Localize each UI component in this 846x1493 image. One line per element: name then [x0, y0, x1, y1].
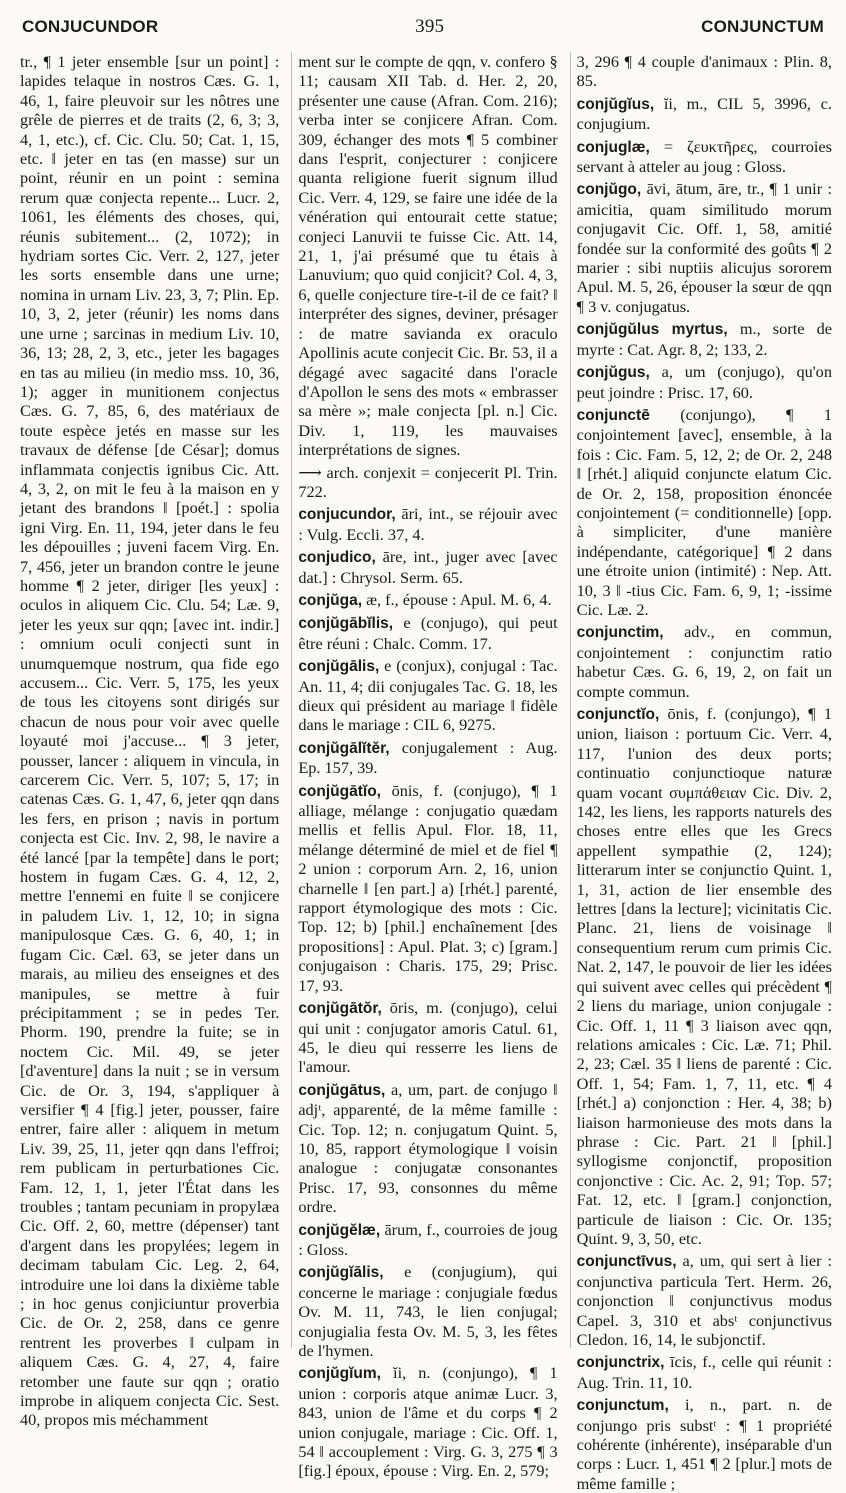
entry-headword: conjuglæ,	[576, 138, 650, 156]
text-columns	[20, 52, 832, 1493]
entry-continuation	[577, 52, 832, 91]
entry-text: tr., ¶ 1 jeter ensemble [sur un point] : lapides telaque in nostros Cæs. G. 1, 46, 1, faire pleuvoir sur les nôtres une grêle de pierres et de traits (2, 6, 3; 3, 4, 1, etc.), cf. Cic. Clu. 50; Cat. 1, 15, etc. ‖ jeter en tas (en masse) sur un point, réunir en un point : semina rerum quæ conjecta repente... Lucr. 2, 1061, les éléments des choses, qui, réunis subitement... (2, 1072); in hydriam sortes Cic. Verr. 2, 127, jeter les sorts ensemble dans une urne; nomina in urnam Liv. 23, 3, 7; Plin. Ep. 10, 3, 2, jeter (réunir) les noms dans une urne ; sarcinas in medium Liv. 10, 36, 13; 28, 2, 3, etc., jeter les bagages en tas au milieu (in medio mss. 10, 36, 1); agger in munitionem conjectus Cæs. G. 7, 85, 6, des matériaux de toute espèce jetés en masse sur les travaux de défense [de César]; domus inflammata conjectis ignibus Cic. Att. 4, 3, 2, on mit le feu à la maison en y jetant des brandons ‖ [poét.] : spolia igni Virg. En. 11, 194, jeter dans le feu les dépouilles ; juveni facem Virg. En. 7, 456, jeter un brandon contre le jeune homme ¶ 2 jeter, diriger [les yeux] : oculos in aliquem Cic. Clu. 54; Læ. 9, jeter les yeux sur qqn; [avec int. indir.] : omnium oculi conjecti sunt in unumquemque nostrum, qua fide ego accusem... Cic. Verr. 5, 175, les yeux de tous les citoyens sont dirigés sur chacun de nous pour voir avec quelle loyauté moi j'accuse... ¶ 3 jeter, pousser, lancer : aliquem in vincula, in carcerem Cic. Verr. 5, 107; 5, 17; in catenas Cæs. G. 1, 47, 6, jeter qqn dans les fers, en prison ; navis in portum conjecta est Cic. Inv. 2, 98, le navire a été lancé [par la tempête] dans le port; hostem in fugam Cæs. G. 4, 12, 2, mettre l'ennemi en fuite ‖ se conjicere in paludem Liv. 1, 12, 10; in signa manipulosque Cæs. G. 6, 40, 1; in fugam Cic. Cæl. 63, se jeter dans un marais, au milieu des enseignes et des manipules, se mettre à fuir précipitamment ; se in pedes Ter. Phorm. 190, prendre la fuite; se in noctem Cic. Mil. 49, se jeter [d'aventure] dans la nuit ; se in versum Cic. de Or. 3, 194, s'appliquer à versifier ¶ 4 [fig.] jeter, pousser, faire entrer, faire aller : aliquem in metum Liv. 39, 25, 11, jeter qqn dans l'effroi; rem publicam in perturbationes Cic. Fam. 12, 1, 1, jeter l'État dans les troubles ; tantam pecuniam in propylæa Cic. Off. 2, 60, mettre (dépenser) tant d'argent dans les propylées; legem in decimam tabulam Cic. Leg. 2, 64, introduire une loi dans la dixième table ; in hoc genus conjiciuntur proverbia Cic. de Or. 2, 258, dans ce genre rentrent les proverbes ‖ culpam in aliquem Cæs. G. 4, 27, 4, faire retomber une faute sur qqn ; oratio improbe in aliquem conjecta Cic. Sest. 40, propos mis méchamment	[20, 52, 280, 1430]
page-number: 395	[415, 16, 445, 38]
entry-text: æ, f., épouse : Apul. M. 6, 4.	[366, 589, 552, 609]
entry-headword: conjŭgātĭo,	[298, 782, 381, 800]
entry-headword: conjudico,	[298, 549, 376, 567]
entry-headword: conjunctĭo,	[576, 706, 660, 723]
dictionary-entry	[298, 781, 557, 995]
entry-headword: conjunctē	[576, 406, 650, 424]
entry-headword: conjŭgālis,	[298, 658, 380, 676]
entry-text: āvi, ātum, āre, tr., ¶ 1 unir : amicitia, quam similitudo morum conjugavit Cic. Off. 1, 58, amitié fondée sur la conformité des goûts ¶ 2 marier : sibi nuptiis alicujus sororem Apul. M. 5, 26, épouser la sœur de qqn ¶ 3 v. conjugatus.	[576, 179, 832, 316]
dictionary-entry	[577, 362, 832, 402]
dictionary-entry	[298, 590, 557, 610]
entry-headword: conjŭgātus,	[298, 1081, 386, 1099]
entry-text: ĭi, n. (conjungo), ¶ 1 union : corporis atque animæ Lucr. 3, 843, union de l'âme et du corps ¶ 2 union conjugale, mariage : Cic. Off. 1, 54 ‖ accouplement : Virg. G. 3, 275 ¶ 3 [fig.] époux, épouse : Virg. En. 2, 579;	[298, 1363, 558, 1481]
dictionary-entry	[298, 504, 557, 544]
dictionary-entry	[298, 738, 557, 778]
entry-headword: conjŭgĭus,	[576, 95, 655, 113]
dictionary-entry	[298, 656, 557, 735]
entry-headword: conjunctum,	[576, 1397, 669, 1415]
entry-text: īcis, f., celle qui réunit : Aug. Trin. 11, 10.	[576, 1352, 832, 1392]
entry-text: m., sorte de myrte : Cat. Agr. 8, 2; 133, 2.	[576, 319, 832, 359]
entry-text: a, um (conjugo), qu'on peut joindre : Prisc. 17, 60.	[576, 362, 832, 402]
entry-text: āre, int., juger avec [avec dat.] : Chrysol. Serm. 65.	[298, 547, 558, 587]
entry-text: = ζευκτῆρες, courroies servant à atteler au joug : Gloss.	[576, 136, 832, 177]
column-2	[291, 52, 558, 1481]
dictionary-entry	[298, 998, 557, 1077]
column-3	[570, 52, 832, 1493]
dictionary-entry	[298, 547, 557, 587]
dictionary-entry	[577, 1395, 832, 1493]
entry-headword: conjŭgĕlæ,	[298, 1221, 381, 1239]
entry-headword: conjŭgŭlus myrtus,	[576, 321, 728, 339]
entry-headword: conjunctim,	[576, 624, 664, 642]
entry-headword: conjŭgo,	[576, 181, 642, 199]
entry-text: ōnis, f. (conjugo), ¶ 1 alliage, mélange : conjugatio quædam mellis et fellis Apul. Flor. 18, 11, mélange déterminé de miel et de fiel ¶ 2 union : corporum Arn. 2, 16, union charnelle ‖ [en part.] a) [rhét.] parenté, rapport étymologique des mots : Cic. Top. 12; b) [phil.] enchaînement [des propositions] : Apul. Plat. 3; c) [gram.] conjugaison : Charis. 175, 29; Prisc. 17, 93.	[298, 780, 558, 995]
entry-headword: conjŭgus,	[576, 364, 650, 382]
dictionary-entry	[577, 405, 832, 619]
column-1	[20, 52, 280, 1430]
entry-text: ⟶ arch. conjexit = conjecerit Pl. Trin. 722.	[298, 462, 558, 501]
entry-headword: conjŭga,	[298, 591, 363, 609]
header-left-guideword: CONJUCUNDOR	[22, 17, 159, 37]
entry-text: (conjungo), ¶ 1 conjointement [avec], ensemble, à la fois : Cic. Fam. 5, 12, 2; de Or. 2, 248 ‖ [rhét.] aliquid conjuncte elatum Cic. de Or. 2, 158, proposition énoncée conjointement (= conditionnelle) [opp. à simpliciter, d'une manière indépendante, catégorique] ¶ 2 dans une étroite union (intimité) : Nep. Att. 10, 3 ‖ -tius Cic. Fam. 6, 9, 1; -issime Cic. Læ. 2.	[576, 404, 832, 619]
dictionary-entry	[298, 613, 557, 653]
entry-text: e (conjugo), qui peut être réuni : Chalc. Comm. 17.	[298, 613, 558, 653]
entry-text: conjugalement : Aug. Ep. 157, 39.	[298, 737, 558, 778]
entry-text: ārum, f., courroies de joug : Gloss.	[298, 1219, 558, 1259]
dictionary-entry	[577, 179, 832, 316]
entry-text: 3, 296 ¶ 4 couple d'animaux : Plin. 8, 85.	[576, 52, 832, 91]
entry-headword: conjucundor,	[298, 506, 396, 524]
entry-text: a, um, qui sert à lier : conjunctiva particula Tert. Herm. 26, conjonction ‖ conjunctivus modus Capel. 3, 310 et absᵗ conjunctivus Cledon. 16, 14, le subjonctif.	[576, 1251, 832, 1349]
dictionary-entry	[577, 319, 832, 359]
dictionary-entry	[298, 1363, 557, 1480]
entry-headword: conjŭgālĭtĕr,	[298, 739, 390, 757]
entry-text: i, n., part. n. de conjungo pris substᵗ : ¶ 1 propriété cohérente (inhérente), inséparable d'un corps : Lucr. 1, 451 ¶ 2 [plur.] mots de même famille ;	[576, 1395, 832, 1493]
entry-headword: conjŭgābĭlis,	[298, 615, 394, 633]
entry-text: ōnis, f. (conjungo), ¶ 1 union, liaison : portuum Cic. Verr. 4, 117, l'union des deux ports; continuatio conjunctioque naturæ quam vocant συμπάθειαν Cic. Div. 2, 142, les liens, les rapports naturels des choses entre elles que les Grecs appellent sympathie (2, 124); litterarum inter se conjunctio Quint. 1, 1, 31, action de lier ensemble des lettres [dans la lecture]; vicinitatis Cic. Planc. 21, liens de voisinage ‖ consequentium rerum cum primis Cic. Nat. 2, 147, le pouvoir de lier les idées qui suivent avec celles qui précèdent ¶ 2 liens du mariage, union conjugale : Cic. Off. 1, 11 ¶ 3 liaison avec qqn, relations amicales : Cic. Læ. 71; Phil. 2, 23; Cæl. 35 ‖ liens de parenté : Cic. Off. 1, 54; Fam. 1, 7, 11, etc. ¶ 4 [rhét.] a) conjonction : Her. 4, 38; b) liaison harmonieuse des mots dans la phrase : Cic. Part. 21 ‖ [phil.] syllogisme conjonctif, proposition conjonctive : Cic. Ac. 2, 91; Top. 57; Fat. 12, etc. ‖ [gram.] conjonction, particule de liaison : Cic. Or. 135; Quint. 9, 3, 50, etc.	[576, 704, 832, 1248]
dictionary-entry	[298, 1262, 557, 1360]
dictionary-entry	[577, 137, 832, 177]
entry-headword: conjŭgātŏr,	[298, 1000, 382, 1018]
header-right-guideword: CONJUNCTUM	[701, 17, 824, 37]
entry-continuation	[298, 52, 557, 460]
entry-continuation	[298, 463, 557, 502]
dictionary-entry	[577, 704, 832, 1248]
entry-headword: conjŭgĭālis,	[298, 1264, 384, 1282]
dictionary-entry	[577, 622, 832, 701]
entry-headword: conjŭgĭum,	[298, 1365, 381, 1383]
entry-text: a, um, part. de conjugo ‖ adjᵗ, apparenté, de la même famille : Cic. Top. 12; n. conjugatum Quint. 5, 10, 85, rapport étymologique ‖ voisin analogue : conjugatæ consonantes Prisc. 17, 93, consonnes du même ordre.	[298, 1079, 558, 1217]
entry-text: adv., en commun, conjointement : conjunctim ratio habetur Cæs. G. 6, 19, 2, on fait un compte commun.	[576, 622, 832, 701]
entry-text: ment sur le compte de qqn, v. confero § 11; causam XII Tab. d. Her. 2, 20, présenter une cause (Afran. Com. 216); verba inter se conjicere Afran. Com. 309, échanger des mots ¶ 5 combiner dans l'esprit, conjecturer : conjicere quanta religione fuerit signum illud Cic. Verr. 4, 129, se faire une idée de la vénération qui entourait cette statue; conjeci Lanuvii te fuisse Cic. Att. 14, 21, 1, j'ai présumé que tu étais à Lanuvium; quo quid conjicit? Col. 4, 3, 6, quelle conjecture tire-t-il de ce fait? ‖ interpréter des signes, deviner, présager : de matre savianda ex oraculo Apollinis acute conjecit Cic. Br. 53, il a dégagé avec sagacité dans l'oracle d'Apollon le sens des mots « embrasser sa mère »; male conjecta [pl. n.] Cic. Div. 1, 119, les mauvaises interprétations de signes.	[298, 52, 558, 460]
dictionary-entry	[577, 1352, 832, 1392]
entry-text: ĭi, m., CIL 5, 3996, c. conjugium.	[576, 93, 832, 134]
entry-headword: conjunctrix,	[576, 1354, 665, 1372]
entry-headword: conjunctīvus,	[576, 1253, 677, 1271]
dictionary-entry	[298, 1220, 557, 1260]
entry-text: ōris, m. (conjugo), celui qui unit : conjugator amoris Catul. 61, 45, le dieu qui resserre les liens de l'amour.	[298, 998, 558, 1077]
entry-text: e (conjux), conjugal : Tac. An. 11, 4; dii conjugales Tac. G. 18, les dieux qui président au mariage ‖ fidèle dans le mariage : CIL 6, 9275.	[298, 656, 558, 735]
entry-text: āri, int., se réjouir avec : Vulg. Eccli. 37, 4.	[298, 504, 558, 544]
dictionary-entry	[298, 1080, 557, 1217]
dictionary-entry	[577, 94, 832, 134]
dictionary-entry	[577, 1251, 832, 1349]
entry-text: e (conjugium), qui concerne le mariage : conjugiale fœdus Ov. M. 11, 743, le lien conjugal; conjugialia festa Ov. M. 5, 3, les fêtes de l'hymen.	[298, 1262, 558, 1360]
running-header	[22, 14, 824, 40]
entry-continuation	[20, 52, 279, 1430]
